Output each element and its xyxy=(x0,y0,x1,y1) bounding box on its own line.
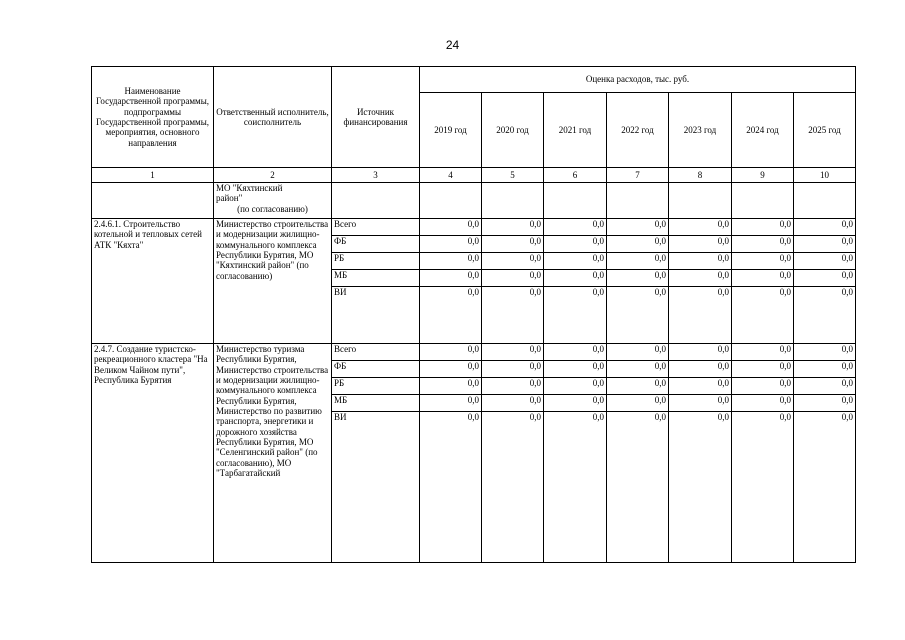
expense-value: 0,0 xyxy=(732,253,794,270)
column-number: 2 xyxy=(214,168,332,183)
expense-value: 0,0 xyxy=(732,378,794,395)
expense-value: 0,0 xyxy=(669,378,732,395)
expense-value: 0,0 xyxy=(420,412,482,563)
column-number: 5 xyxy=(482,168,544,183)
row_2461-block xyxy=(92,219,856,344)
expense-value: 0,0 xyxy=(669,236,732,253)
continuation-responsible xyxy=(214,183,332,219)
page-number: 24 xyxy=(445,38,460,52)
expense-value: 0,0 xyxy=(482,219,544,236)
table-row xyxy=(92,183,856,219)
expense-value: 0,0 xyxy=(420,395,482,412)
expense-value: 0,0 xyxy=(794,361,856,378)
expense-value: 0,0 xyxy=(794,253,856,270)
funding-source: ФБ xyxy=(332,361,420,378)
activity-name: 2.4.7. Создание туристско-рекреационного кластера "На Великом Чайном пути", Республика Бурятия xyxy=(92,344,214,563)
expense-value: 0,0 xyxy=(607,344,669,361)
expense-value: 0,0 xyxy=(669,395,732,412)
expense-value: 0,0 xyxy=(669,253,732,270)
funding-source: МБ xyxy=(332,395,420,412)
expense-value: 0,0 xyxy=(482,253,544,270)
column-number: 8 xyxy=(669,168,732,183)
expense-value: 0,0 xyxy=(669,361,732,378)
expense-value: 0,0 xyxy=(607,253,669,270)
expense-value: 0,0 xyxy=(544,378,607,395)
expense-value: 0,0 xyxy=(669,344,732,361)
continuation-line: район" xyxy=(216,193,243,204)
expense-value: 0,0 xyxy=(544,270,607,287)
expense-value: 0,0 xyxy=(544,287,607,344)
header-year: 2025 год xyxy=(794,93,856,168)
expense-value: 0,0 xyxy=(482,378,544,395)
expense-value: 0,0 xyxy=(669,412,732,563)
table-row xyxy=(92,219,856,236)
expense-value: 0,0 xyxy=(732,219,794,236)
expense-value: 0,0 xyxy=(794,219,856,236)
expense-value: 0,0 xyxy=(732,361,794,378)
expense-value: 0,0 xyxy=(420,287,482,344)
funding-source: Всего xyxy=(332,219,420,236)
expense-value: 0,0 xyxy=(420,219,482,236)
funding-source: ВИ xyxy=(332,287,420,344)
column-number: 6 xyxy=(544,168,607,183)
expense-value: 0,0 xyxy=(544,253,607,270)
column-number: 10 xyxy=(794,168,856,183)
column-number: 4 xyxy=(420,168,482,183)
header-year: 2023 год xyxy=(669,93,732,168)
header-name: Наименование Государственной программы, подпрограммы Государственной программы, мероприятия, основного направления xyxy=(92,67,214,168)
expense-value: 0,0 xyxy=(794,412,856,563)
expense-value: 0,0 xyxy=(482,344,544,361)
header-source: Источник финансирования xyxy=(332,67,420,168)
expense-value: 0,0 xyxy=(544,361,607,378)
row_247-block xyxy=(92,344,856,563)
expense-value: 0,0 xyxy=(544,236,607,253)
expense-value: 0,0 xyxy=(482,287,544,344)
expense-value: 0,0 xyxy=(607,412,669,563)
expense-table xyxy=(91,66,856,563)
column-number: 9 xyxy=(732,168,794,183)
column-number: 7 xyxy=(607,168,669,183)
expense-value: 0,0 xyxy=(482,270,544,287)
expense-value: 0,0 xyxy=(607,287,669,344)
header-responsible: Ответственный исполнитель, соисполнитель xyxy=(214,67,332,168)
expense-value: 0,0 xyxy=(420,270,482,287)
expense-value: 0,0 xyxy=(607,219,669,236)
expense-value: 0,0 xyxy=(607,236,669,253)
activity-responsible: Министерство строительства и модернизации жилищно-коммунального комплекса Республики Бурятия, МО "Кяхтинский район" (по согласованию) xyxy=(214,219,332,344)
continuation-line: (по согласованию) xyxy=(237,203,308,214)
expense-value: 0,0 xyxy=(669,287,732,344)
expense-value: 0,0 xyxy=(420,236,482,253)
expense-value: 0,0 xyxy=(732,287,794,344)
expense-value: 0,0 xyxy=(794,236,856,253)
column-number: 3 xyxy=(332,168,420,183)
expense-value: 0,0 xyxy=(544,344,607,361)
expense-value: 0,0 xyxy=(607,270,669,287)
expense-value: 0,0 xyxy=(607,378,669,395)
funding-source: ФБ xyxy=(332,236,420,253)
expense-value: 0,0 xyxy=(732,236,794,253)
expense-value: 0,0 xyxy=(420,378,482,395)
expense-value: 0,0 xyxy=(794,270,856,287)
header-estimate: Оценка расходов, тыс. руб. xyxy=(420,67,856,93)
header-year: 2020 год xyxy=(482,93,544,168)
expense-value: 0,0 xyxy=(669,270,732,287)
activity-responsible: Министерство туризма Республики Бурятия, Министерство строительства и модернизации жилищно-коммунального комплекса Республики Бурятия, Министерство по развитию транспорта, энергетики и дорожного хозяйства Республики Бурятия, МО "Селенгинский район" (по согласованию), МО "Тарбагатайский xyxy=(214,344,332,563)
expense-value: 0,0 xyxy=(482,412,544,563)
header-year: 2019 год xyxy=(420,93,482,168)
header-year: 2022 год xyxy=(607,93,669,168)
expense-value: 0,0 xyxy=(544,219,607,236)
header-year: 2021 год xyxy=(544,93,607,168)
header-year: 2024 год xyxy=(732,93,794,168)
expense-value: 0,0 xyxy=(794,378,856,395)
expense-value: 0,0 xyxy=(482,395,544,412)
expense-value: 0,0 xyxy=(794,344,856,361)
expense-value: 0,0 xyxy=(794,395,856,412)
funding-source: МБ xyxy=(332,270,420,287)
funding-source: ВИ xyxy=(332,412,420,563)
column-number: 1 xyxy=(92,168,214,183)
expense-value: 0,0 xyxy=(420,361,482,378)
expense-value: 0,0 xyxy=(420,253,482,270)
expense-value: 0,0 xyxy=(732,344,794,361)
expense-value: 0,0 xyxy=(732,270,794,287)
expense-value: 0,0 xyxy=(420,344,482,361)
expense-value: 0,0 xyxy=(732,412,794,563)
expense-value: 0,0 xyxy=(544,412,607,563)
table-row xyxy=(92,344,856,361)
expense-value: 0,0 xyxy=(794,287,856,344)
expense-value: 0,0 xyxy=(482,236,544,253)
funding-source: РБ xyxy=(332,253,420,270)
expense-value: 0,0 xyxy=(607,361,669,378)
activity-name: 2.4.6.1. Строительство котельной и тепловых сетей АТК "Кяхта" xyxy=(92,219,214,344)
expense-value: 0,0 xyxy=(669,219,732,236)
continuation-line: МО "Кяхтинский xyxy=(216,183,283,193)
expense-value: 0,0 xyxy=(482,361,544,378)
expense-value: 0,0 xyxy=(732,395,794,412)
funding-source: Всего xyxy=(332,344,420,361)
expense-value: 0,0 xyxy=(544,395,607,412)
funding-source: РБ xyxy=(332,378,420,395)
expense-value: 0,0 xyxy=(607,395,669,412)
